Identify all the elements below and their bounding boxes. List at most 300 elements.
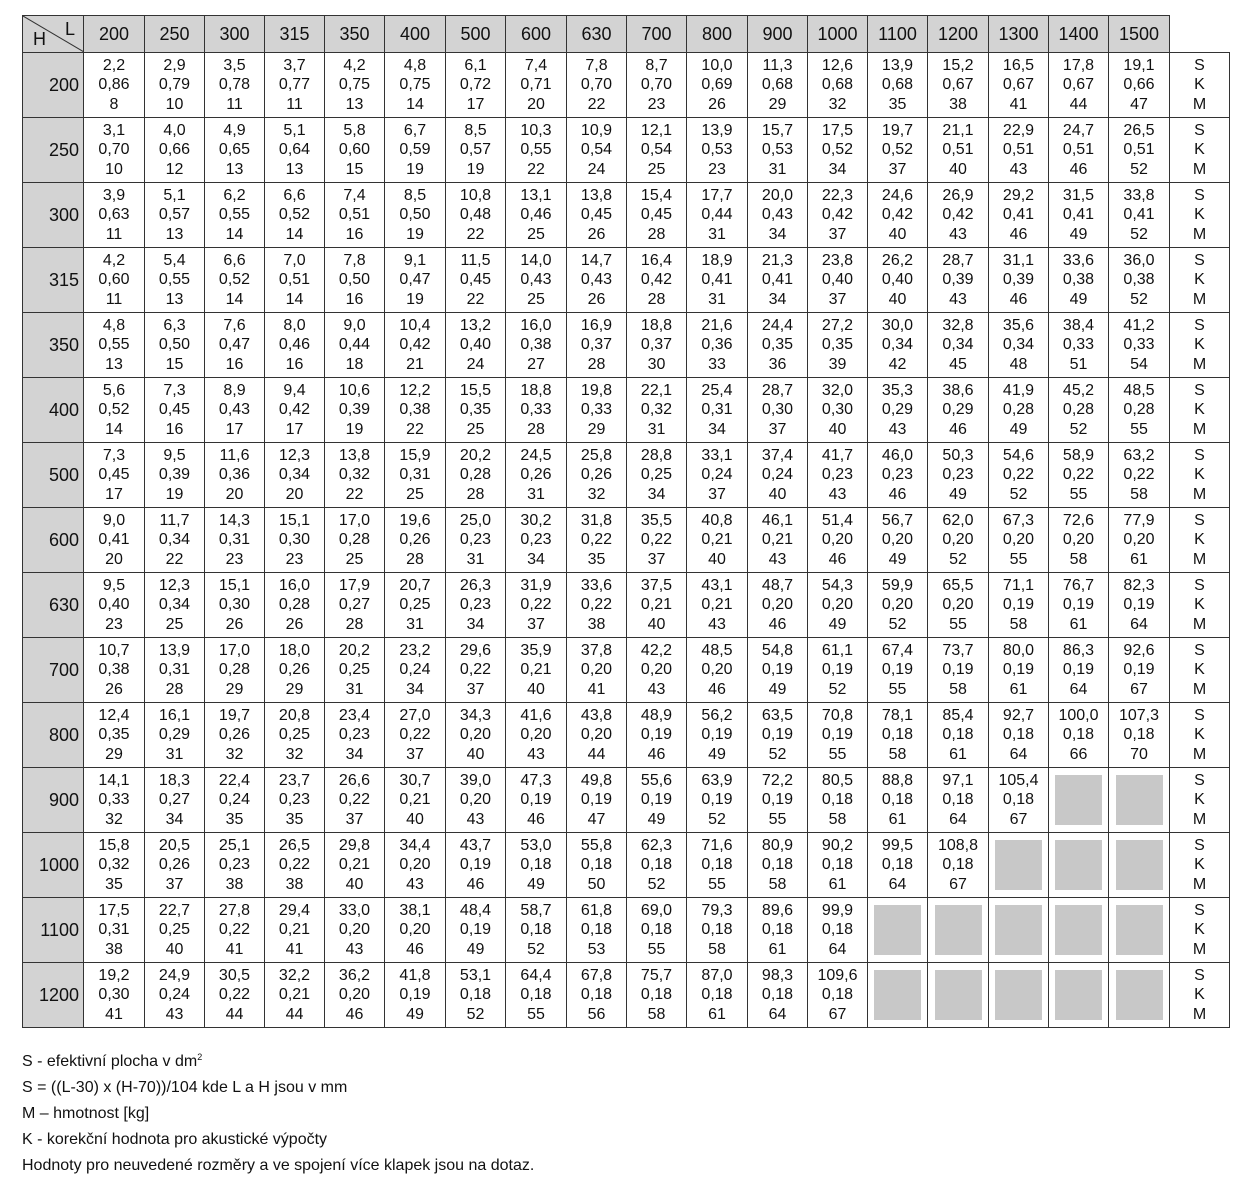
value-s: 12,1 (640, 121, 673, 139)
value-k: 0,31 (98, 921, 130, 939)
value-s: 32,2 (278, 966, 311, 984)
value-s: 14,0 (520, 251, 552, 269)
value-s: 63,5 (761, 706, 794, 724)
value-k: 0,25 (158, 921, 191, 939)
value-k: 0,46 (278, 336, 311, 354)
value-m: 33 (708, 355, 726, 373)
table-row (23, 703, 1230, 768)
value-s: 56,2 (701, 706, 733, 724)
value-cell (145, 573, 205, 638)
value-k: 0,43 (520, 271, 552, 289)
value-cell (808, 898, 868, 963)
value-s: 3,7 (283, 56, 306, 74)
value-s: 37,8 (580, 641, 613, 659)
value-cell (205, 313, 265, 378)
legend-key: M (1192, 290, 1207, 308)
value-s: 54,8 (761, 641, 794, 659)
value-cell (687, 833, 748, 898)
value-s: 6,2 (223, 186, 246, 204)
column-header: 250 (145, 16, 205, 53)
value-s: 11,5 (460, 251, 491, 269)
value-s: 23,2 (399, 641, 431, 659)
value-s: 10,6 (338, 381, 371, 399)
value-m: 43 (888, 420, 907, 438)
legend-key: K (1194, 986, 1205, 1004)
value-k: 0,68 (881, 76, 914, 94)
note-effective-area: S - efektivní plocha v $dm^2$ (22, 1052, 203, 1070)
value-cell (265, 183, 325, 248)
value-s: 13,8 (338, 446, 371, 464)
value-k: 0,44 (338, 336, 371, 354)
column-header: 300 (205, 16, 265, 53)
value-cell (989, 53, 1049, 118)
value-k: 0,51 (942, 141, 974, 159)
value-s: 50,3 (942, 446, 974, 464)
value-k: 0,24 (158, 986, 191, 1004)
value-cell (84, 898, 145, 963)
value-m: 52 (888, 615, 907, 633)
value-m: 37 (165, 875, 184, 893)
value-cell (989, 248, 1049, 313)
value-k: 0,67 (942, 76, 974, 94)
value-cell (145, 898, 205, 963)
value-s: 17,0 (218, 641, 251, 659)
value-s: 4,2 (343, 56, 366, 74)
value-m: 61 (828, 875, 847, 893)
value-k: 0,33 (1062, 336, 1095, 354)
unavailable-box (1116, 840, 1163, 890)
value-k: 0,32 (640, 401, 673, 419)
value-s: 31,1 (1002, 251, 1035, 269)
value-k: 0,19 (640, 791, 673, 809)
value-m: 40 (345, 875, 364, 893)
note-on-request: Hodnoty pro neuvedené rozměry a ve spojení více klapek jsou na dotaz. (22, 1157, 535, 1174)
unavailable-box (995, 905, 1042, 955)
legend-keys-cell (1170, 53, 1230, 118)
value-cell (928, 833, 989, 898)
header-blank (1170, 16, 1230, 53)
value-cell (808, 53, 868, 118)
value-k: 0,25 (640, 466, 673, 484)
row-header: 200 (23, 53, 84, 118)
value-k: 0,33 (580, 401, 613, 419)
legend-key: M (1192, 95, 1207, 113)
value-k: 0,18 (821, 791, 854, 809)
value-cell (84, 963, 145, 1028)
value-m: 52 (708, 810, 726, 828)
legend-keys-cell (1170, 833, 1230, 898)
value-s: 58,9 (1062, 446, 1095, 464)
value-s: 12,4 (98, 706, 130, 724)
value-m: 16 (165, 420, 184, 438)
value-cell (928, 508, 989, 573)
value-m: 37 (828, 290, 847, 308)
value-cell (748, 248, 808, 313)
value-k: 0,19 (399, 986, 431, 1004)
value-k: 0,18 (640, 986, 673, 1004)
value-k: 0,20 (881, 531, 914, 549)
column-header: 1100 (868, 16, 928, 53)
value-k: 0,18 (761, 921, 794, 939)
value-k: 0,42 (942, 206, 974, 224)
value-k: 0,42 (640, 271, 673, 289)
legend-key: S (1194, 641, 1205, 659)
value-k: 0,60 (98, 271, 130, 289)
value-m: 25 (406, 485, 424, 503)
value-s: 3,1 (102, 121, 126, 139)
value-s: 19,2 (98, 966, 130, 984)
value-cell (748, 573, 808, 638)
value-k: 0,70 (580, 76, 613, 94)
value-k: 0,54 (640, 141, 673, 159)
value-m: 43 (345, 940, 364, 958)
value-k: 0,23 (520, 531, 552, 549)
value-m: 31 (527, 485, 545, 503)
value-k: 0,35 (821, 336, 854, 354)
legend-keys-cell (1170, 313, 1230, 378)
value-m: 54 (1130, 355, 1148, 373)
value-k: 0,71 (520, 76, 552, 94)
value-s: 72,2 (761, 771, 794, 789)
value-k: 0,37 (640, 336, 673, 354)
value-cell (808, 638, 868, 703)
value-s: 99,9 (821, 901, 854, 919)
value-s: 88,8 (881, 771, 914, 789)
value-m: 13 (165, 290, 184, 308)
value-cell (506, 833, 567, 898)
value-m: 64 (828, 940, 847, 958)
table-row (23, 768, 1230, 833)
value-cell (808, 313, 868, 378)
value-s: 7,0 (283, 251, 306, 269)
value-k: 0,60 (338, 141, 371, 159)
value-cell (506, 248, 567, 313)
value-s: 98,3 (761, 966, 794, 984)
note-correction: K - korekční hodnota pro akustické výpočty (22, 1131, 328, 1148)
value-cell (868, 53, 928, 118)
value-k: 0,18 (1002, 726, 1035, 744)
value-s: 21,1 (942, 121, 974, 139)
value-cell (446, 313, 506, 378)
value-cell (868, 833, 928, 898)
value-cell (84, 443, 145, 508)
value-cell (385, 573, 446, 638)
value-k: 0,39 (338, 401, 371, 419)
legend-keys-cell (1170, 573, 1230, 638)
value-k: 0,55 (98, 336, 130, 354)
legend-key: S (1194, 576, 1205, 594)
value-s: 16,1 (158, 706, 191, 724)
value-s: 46,1 (761, 511, 794, 529)
legend-key: S (1194, 251, 1205, 269)
value-m: 38 (949, 95, 967, 113)
value-cell (989, 768, 1049, 833)
value-cell (1109, 703, 1170, 768)
value-m: 41 (225, 940, 244, 958)
legend-key: K (1194, 661, 1205, 679)
value-m: 28 (647, 225, 666, 243)
value-m: 40 (527, 680, 545, 698)
value-k: 0,18 (580, 856, 613, 874)
value-cell (989, 703, 1049, 768)
value-s: 30,2 (520, 511, 552, 529)
legend-key: K (1194, 596, 1205, 614)
value-s: 67,4 (881, 641, 914, 659)
value-s: 9,5 (163, 446, 186, 464)
value-s: 17,7 (701, 186, 733, 204)
value-k: 0,18 (881, 791, 914, 809)
value-m: 44 (285, 1005, 304, 1023)
value-cell (989, 378, 1049, 443)
value-cell (808, 183, 868, 248)
value-cell (265, 508, 325, 573)
value-s: 26,5 (278, 836, 311, 854)
value-cell (687, 573, 748, 638)
value-k: 0,30 (761, 401, 794, 419)
value-k: 0,18 (520, 856, 552, 874)
value-k: 0,18 (520, 921, 552, 939)
value-cell (506, 768, 567, 833)
value-m: 52 (1130, 290, 1148, 308)
value-k: 0,21 (761, 531, 794, 549)
value-s: 14,3 (218, 511, 251, 529)
value-k: 0,50 (158, 336, 191, 354)
value-k: 0,18 (640, 856, 673, 874)
value-m: 52 (466, 1005, 485, 1023)
value-k: 0,21 (278, 986, 311, 1004)
value-cell (506, 508, 567, 573)
value-m: 56 (587, 1005, 606, 1023)
value-s: 9,0 (343, 316, 366, 334)
value-m: 46 (888, 485, 907, 503)
value-s: 67,8 (580, 966, 613, 984)
value-m: 61 (949, 745, 967, 763)
value-cell (868, 378, 928, 443)
value-m: 43 (949, 290, 967, 308)
value-s: 8,5 (464, 121, 487, 139)
unavailable-box (1055, 970, 1102, 1020)
legend-keys-cell (1170, 963, 1230, 1028)
value-k: 0,55 (158, 271, 191, 289)
table-row (23, 183, 1230, 248)
value-s: 24,6 (881, 186, 914, 204)
value-k: 0,36 (218, 466, 251, 484)
legend-key: M (1192, 810, 1207, 828)
table-row (23, 898, 1230, 963)
header-row (23, 16, 1230, 53)
value-m: 18 (345, 355, 364, 373)
value-s: 24,5 (520, 446, 552, 464)
unavailable-cell (1049, 768, 1109, 833)
value-k: 0,23 (942, 466, 974, 484)
value-cell (687, 443, 748, 508)
legend-keys-cell (1170, 508, 1230, 573)
value-m: 35 (105, 875, 123, 893)
value-s: 63,9 (701, 771, 733, 789)
value-cell (808, 508, 868, 573)
value-s: 11,3 (762, 56, 793, 74)
legend-key: K (1194, 856, 1205, 874)
value-s: 76,7 (1062, 576, 1095, 594)
value-k: 0,19 (942, 661, 974, 679)
value-s: 7,3 (102, 446, 126, 464)
value-cell (868, 573, 928, 638)
value-k: 0,18 (761, 856, 794, 874)
value-k: 0,21 (701, 531, 733, 549)
value-k: 0,21 (278, 921, 311, 939)
value-cell (627, 573, 687, 638)
value-m: 49 (1069, 290, 1088, 308)
value-s: 7,4 (343, 186, 366, 204)
legend-key: S (1194, 901, 1205, 919)
value-k: 0,19 (640, 726, 673, 744)
value-k: 0,18 (881, 856, 914, 874)
value-m: 43 (708, 615, 726, 633)
value-cell (84, 118, 145, 183)
legend-key: K (1194, 531, 1205, 549)
value-cell (446, 248, 506, 313)
value-m: 19 (466, 160, 485, 178)
value-s: 48,9 (640, 706, 673, 724)
value-k: 0,20 (338, 986, 371, 1004)
value-m: 17 (225, 420, 244, 438)
value-m: 58 (949, 680, 967, 698)
value-m: 14 (225, 290, 244, 308)
value-cell (989, 573, 1049, 638)
value-s: 26,9 (942, 186, 974, 204)
value-s: 6,3 (163, 316, 186, 334)
value-cell (145, 313, 205, 378)
value-k: 0,20 (520, 726, 552, 744)
value-s: 21,3 (761, 251, 794, 269)
value-s: 15,8 (98, 836, 130, 854)
value-m: 35 (285, 810, 304, 828)
value-cell (205, 963, 265, 1028)
value-m: 29 (768, 95, 787, 113)
legend-key: S (1194, 121, 1205, 139)
value-cell (989, 508, 1049, 573)
value-k: 0,26 (158, 856, 191, 874)
value-k: 0,19 (1123, 661, 1155, 679)
value-cell (506, 963, 567, 1028)
value-cell (205, 703, 265, 768)
value-cell (325, 313, 385, 378)
unavailable-box (874, 970, 921, 1020)
value-s: 4,2 (102, 251, 126, 269)
value-k: 0,37 (580, 336, 613, 354)
value-cell (385, 703, 446, 768)
value-cell (506, 118, 567, 183)
value-s: 37,5 (640, 576, 673, 594)
value-s: 43,1 (701, 576, 733, 594)
value-k: 0,75 (399, 76, 431, 94)
value-s: 18,0 (278, 641, 311, 659)
unavailable-box (995, 840, 1042, 890)
value-k: 0,66 (158, 141, 191, 159)
value-k: 0,59 (399, 141, 431, 159)
value-s: 7,3 (163, 381, 186, 399)
value-m: 40 (466, 745, 485, 763)
value-cell (868, 443, 928, 508)
value-m: 34 (406, 680, 424, 698)
value-cell (627, 118, 687, 183)
value-k: 0,40 (881, 271, 914, 289)
value-m: 34 (768, 290, 787, 308)
value-k: 0,55 (520, 141, 552, 159)
value-k: 0,25 (399, 596, 431, 614)
value-s: 38,6 (942, 381, 974, 399)
value-k: 0,19 (1002, 596, 1035, 614)
value-k: 0,19 (881, 661, 914, 679)
value-m: 32 (105, 810, 123, 828)
value-k: 0,40 (98, 596, 130, 614)
value-cell (84, 248, 145, 313)
value-k: 0,18 (580, 986, 613, 1004)
value-m: 13 (345, 95, 364, 113)
value-k: 0,28 (1002, 401, 1035, 419)
value-m: 67 (1130, 680, 1148, 698)
value-s: 15,1 (218, 576, 251, 594)
value-m: 43 (1009, 160, 1028, 178)
value-k: 0,52 (278, 206, 311, 224)
value-k: 0,38 (520, 336, 552, 354)
value-k: 0,65 (218, 141, 251, 159)
value-s: 78,1 (881, 706, 914, 724)
value-k: 0,23 (881, 466, 914, 484)
value-m: 25 (165, 615, 184, 633)
value-cell (567, 703, 627, 768)
value-s: 15,7 (761, 121, 794, 139)
value-s: 3,9 (102, 186, 126, 204)
value-m: 53 (587, 940, 606, 958)
value-m: 22 (527, 160, 545, 178)
value-k: 0,34 (278, 466, 311, 484)
value-s: 16,0 (520, 316, 552, 334)
value-s: 53,0 (520, 836, 552, 854)
value-k: 0,51 (1062, 141, 1095, 159)
value-s: 6,6 (223, 251, 246, 269)
value-s: 12,3 (278, 446, 311, 464)
value-m: 58 (828, 810, 847, 828)
value-cell (687, 768, 748, 833)
column-header: 1400 (1049, 16, 1109, 53)
value-s: 43,7 (459, 836, 492, 854)
unavailable-cell (928, 963, 989, 1028)
legend-key: S (1194, 381, 1205, 399)
value-cell (446, 768, 506, 833)
value-cell (84, 833, 145, 898)
value-m: 51 (1069, 355, 1088, 373)
value-cell (385, 378, 446, 443)
value-m: 55 (647, 940, 666, 958)
value-s: 15,9 (399, 446, 431, 464)
value-s: 24,7 (1062, 121, 1095, 139)
value-s: 54,6 (1002, 446, 1035, 464)
legend-keys-cell (1170, 638, 1230, 703)
value-cell (748, 963, 808, 1028)
value-k: 0,23 (218, 856, 251, 874)
value-k: 0,31 (701, 401, 733, 419)
value-s: 28,8 (640, 446, 673, 464)
row-header: 1000 (23, 833, 84, 898)
table-row (23, 378, 1230, 443)
value-m: 61 (1009, 680, 1028, 698)
value-cell (989, 118, 1049, 183)
value-s: 24,4 (761, 316, 794, 334)
value-k: 0,34 (158, 531, 191, 549)
value-s: 10,8 (459, 186, 492, 204)
value-k: 0,41 (1062, 206, 1095, 224)
